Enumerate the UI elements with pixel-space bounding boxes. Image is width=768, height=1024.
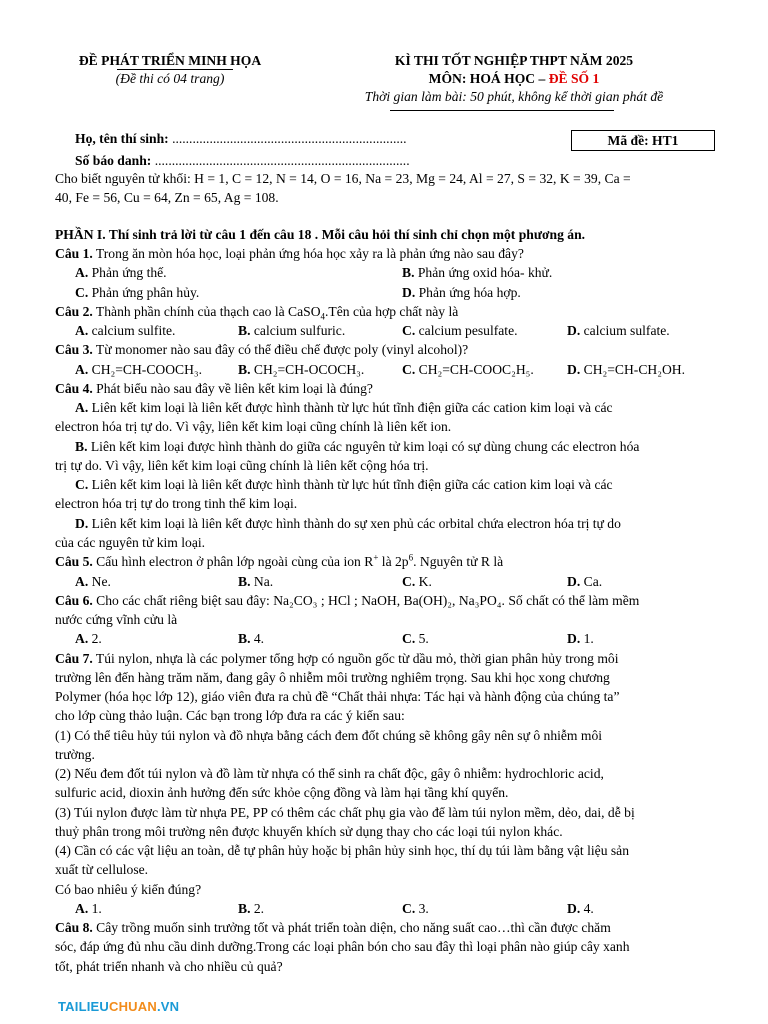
option-text: calcium sulfite. [91, 323, 176, 338]
question-8-line-3: tốt, phát triển nhanh và cho nhiều củ quả? [55, 959, 283, 974]
left-title-underline [117, 69, 233, 70]
option-text: 4. [253, 631, 265, 646]
q6-option-a[interactable] [75, 629, 102, 648]
question-6-cont: nước cứng vĩnh cửu là [55, 612, 178, 627]
question-5 [55, 552, 503, 571]
question-text-mid: là 2p [378, 554, 409, 569]
question-label: Câu 7. [55, 651, 93, 666]
q4-option-d-cont: của các nguyên tử kim loại. [55, 535, 206, 550]
candidate-id-label: Số báo danh: [75, 153, 155, 168]
q7-option-b[interactable] [238, 899, 264, 918]
q2-option-d[interactable] [567, 321, 670, 340]
question-2 [55, 302, 458, 321]
question-text: Túi nylon, nhựa là các polymer tổng hợp có nguồn gốc từ dầu mỏ, thời gian phân hủy trong môi [92, 651, 619, 666]
logo-part-2: CHUAN [109, 999, 157, 1014]
option-text: Phản ứng phân hủy. [91, 285, 200, 300]
question-4 [55, 379, 373, 398]
option-letter: D. [567, 323, 581, 338]
question-text-end: . Nguyên tử R là [413, 554, 504, 569]
option-letter: A. [75, 901, 89, 916]
q4-option-a-cont: electron hóa trị tự do. Vì vậy, liên kết kim loại cũng chính là liên kết ion. [55, 419, 452, 434]
q3-option-d[interactable] [567, 360, 685, 379]
q6-option-b[interactable] [238, 629, 264, 648]
option-letter: A. [75, 574, 89, 589]
subscript: 4 [320, 311, 326, 322]
atomic-mass-line-1: Cho biết nguyên tử khối: H = 1, C = 12, N = 14, O = 16, Na = 23, Mg = 24, Al = 27, S = 32, K = 39, Ca = [55, 171, 631, 186]
option-text: Phản ứng thế. [91, 265, 167, 280]
option-text: Ne. [91, 574, 111, 589]
option-text: calcium sulfuric. [253, 323, 346, 338]
q6-option-d[interactable] [567, 629, 594, 648]
exam-title: KÌ THI TỐT NGHIỆP THPT NĂM 2025 [394, 53, 634, 68]
q4-option-c[interactable] [75, 475, 613, 494]
option-text: Liên kết kim loại là liên kết được hình thành do sự xen phủ các orbital chứa electron hóa trị tự do [91, 516, 621, 531]
question-label: Câu 1. [55, 246, 93, 261]
statement-4-cont: xuất từ cellulose. [55, 862, 149, 877]
question-6 [55, 591, 639, 610]
q2-option-a[interactable] [75, 321, 175, 340]
option-letter: C. [402, 574, 416, 589]
question-8-line-2: sóc, đáp ứng đủ nhu cầu dinh dưỡng.Trong các loại phân bón cho sau đây thì loại phân nào giúp cây xanh [55, 939, 630, 954]
statement-2-cont: sulfuric acid, dioxin ảnh hưởng đến sức khỏe cộng đồng và làm hại tầng khí quyển. [55, 785, 509, 800]
statement-4: (4) Cần có các vật liệu an toàn, dễ tự phân hủy hoặc bị phân hủy sinh học, thí dụ túi làm bằng vật liệu sản [55, 843, 630, 858]
option-letter: B. [238, 323, 251, 338]
question-3 [55, 340, 468, 359]
option-text: 3. [418, 901, 429, 916]
option-letter: B. [238, 901, 251, 916]
option-text: CH₂=CH-CH₂OH. [583, 362, 685, 377]
question-label: Câu 2. [55, 304, 93, 319]
q7-option-a[interactable] [75, 899, 102, 918]
question-text: Từ monomer nào sau đây có thể điều chế được poly (vinyl alcohol)? [92, 342, 469, 357]
option-letter: A. [75, 631, 89, 646]
option-letter: A. [75, 362, 89, 377]
candidate-name-row [75, 129, 407, 148]
part1-heading: PHẦN I. Thí sinh trả lời từ câu 1 đến câu 18 . Mỗi câu hỏi thí sinh chỉ chọn một phương án. [55, 227, 586, 242]
q5-option-b[interactable] [238, 572, 273, 591]
option-text: 2. [253, 901, 265, 916]
option-letter: B. [238, 574, 251, 589]
statement-3-cont: thuỷ phân trong môi trường nên được khuyến khích sử dụng thay cho các loại túi nylon khác. [55, 824, 563, 839]
q7-option-c[interactable] [402, 899, 429, 918]
q1-option-c[interactable] [75, 283, 199, 302]
option-letter: D. [567, 574, 581, 589]
question-7 [55, 649, 618, 668]
question-text: Trong ăn mòn hóa học, loại phản ứng hóa học xảy ra là phản ứng nào sau đây? [92, 246, 524, 261]
option-letter: D. [75, 516, 89, 531]
question-text: Phát biểu nào sau đây về liên kết kim loại là đúng? [92, 381, 373, 396]
option-letter: C. [402, 901, 416, 916]
option-text: 5. [418, 631, 429, 646]
question-7-line-4: cho lớp cùng thảo luận. Các bạn trong lớp đưa ra các ý kiến sau: [55, 708, 405, 723]
statement-3: (3) Túi nylon được làm từ nhựa PE, PP có thêm các chất phụ gia vào để làm túi nylon mềm, dẻo, dai, dễ bị [55, 805, 635, 820]
time-note: Thời gian làm bài: 50 phút, không kể thời gian phát đề [364, 89, 664, 104]
option-text: Na. [253, 574, 274, 589]
atomic-mass-line-2: 40, Fe = 56, Cu = 64, Zn = 65, Ag = 108. [55, 190, 279, 205]
option-text: Liên kết kim loại là liên kết được hình thành từ lực hút tĩnh điện giữa các cation kim loại và các [91, 477, 613, 492]
q2-option-c[interactable] [402, 321, 518, 340]
option-letter: D. [402, 285, 416, 300]
option-letter: C. [75, 285, 89, 300]
subject-prefix: MÔN: HOÁ HỌC – [428, 71, 549, 86]
question-label: Câu 4. [55, 381, 93, 396]
option-text: Liên kết kim loại là liên kết được hình thành từ lực hút tĩnh điện giữa các cation kim loại và các [91, 400, 613, 415]
question-text: Cho các chất riêng biệt sau đây: Na₂CO₃ ; HCl ; NaOH, Ba(OH)₂, Na₃PO₄. Số chất có thể làm mềm [92, 593, 640, 608]
page-count-note: (Đề thi có 04 trang) [115, 71, 225, 86]
superscript: 6 [408, 552, 414, 563]
statement-1: (1) Có thể tiêu hủy túi nylon và đồ nhựa bằng cách đem đốt chúng sẽ không gây nên sự ô nhiễm môi [55, 728, 603, 743]
option-letter: A. [75, 265, 89, 280]
logo-part-3: .VN [156, 999, 180, 1014]
option-text: K. [418, 574, 432, 589]
q5-option-c[interactable] [402, 572, 432, 591]
question-text: Cây trồng muốn sinh trưởng tốt và phát triển toàn diện, cho năng suất cao…thì cần được chăm [92, 920, 611, 935]
candidate-name-dots: ..................................................................... [172, 131, 407, 146]
q6-option-c[interactable] [402, 629, 429, 648]
option-letter: B. [402, 265, 415, 280]
question-1 [55, 244, 524, 263]
question-text-end: .Tên của hợp chất này là [325, 304, 459, 319]
option-text: Phản ứng oxid hóa- khử. [417, 265, 553, 280]
option-letter: A. [75, 400, 89, 415]
exam-number: ĐỀ SỐ 1 [548, 71, 600, 86]
option-text: Liên kết kim loại được hình thành do giữa các nguyên tử kim loại có sự dùng chung các electron hóa [90, 439, 640, 454]
option-text: Ca. [583, 574, 603, 589]
option-letter: C. [402, 323, 416, 338]
exam-code-box: Mã đề: HT1 [571, 130, 715, 151]
statement-2: (2) Nếu đem đốt túi nylon và đồ làm từ nhựa có thể sinh ra chất độc, gây ô nhiễm: hydrochloric acid, [55, 766, 604, 781]
question-label: Câu 8. [55, 920, 93, 935]
option-letter: C. [402, 631, 416, 646]
option-letter: D. [567, 901, 581, 916]
candidate-id-row [75, 151, 410, 170]
q4-option-b-cont: trị tự do. Vì vậy, liên kết kim loại cũng chính là liên kết cộng hóa trị. [55, 458, 429, 473]
option-text: 1. [583, 631, 594, 646]
option-text: CH₂=CH-COOC₂H₅. [418, 362, 534, 377]
question-text: Thành phần chính của thạch cao là CaSO [92, 304, 321, 319]
option-letter: C. [75, 477, 89, 492]
question-8 [55, 918, 611, 937]
q2-option-b[interactable] [238, 321, 345, 340]
q4-option-c-cont: electron hóa trị tự do trong tinh thể kim loại. [55, 496, 298, 511]
candidate-name-label: Họ, tên thí sinh: [75, 131, 173, 146]
q1-option-b[interactable] [402, 263, 552, 282]
option-letter: D. [567, 362, 581, 377]
tailieuchuan-logo[interactable] [58, 999, 179, 1014]
question-label: Câu 5. [55, 554, 93, 569]
option-text: 4. [583, 901, 594, 916]
q3-option-b[interactable] [238, 360, 364, 379]
q3-option-c[interactable] [402, 360, 534, 379]
question-label: Câu 3. [55, 342, 93, 357]
superscript: + [373, 552, 379, 563]
q1-option-a[interactable] [75, 263, 167, 282]
question-label: Câu 6. [55, 593, 93, 608]
option-text: 1. [91, 901, 102, 916]
q4-option-a[interactable] [75, 398, 613, 417]
option-letter: B. [238, 631, 251, 646]
option-text: CH₂=CH-COOCH₃. [91, 362, 203, 377]
option-letter: B. [75, 439, 88, 454]
option-text: calcium sulfate. [583, 323, 670, 338]
question-7-ask: Có bao nhiêu ý kiến đúng? [55, 882, 202, 897]
subject-line [340, 70, 688, 87]
q4-option-b[interactable] [75, 437, 639, 456]
left-title: ĐỀ PHÁT TRIỂN MINH HỌA [78, 53, 262, 68]
option-letter: D. [567, 631, 581, 646]
option-letter: A. [75, 323, 89, 338]
q1-option-d[interactable] [402, 283, 521, 302]
question-7-line-2: trường lên đến hàng trăm năm, đang gây ô nhiễm môi trường nghiêm trọng. Sau khi học xong chương [55, 670, 610, 685]
logo-part-1: TAILIEU [58, 999, 109, 1014]
q3-option-a[interactable] [75, 360, 202, 379]
statement-1-cont: trường. [55, 747, 95, 762]
option-letter: B. [238, 362, 251, 377]
candidate-id-dots: ........................................................................... [154, 153, 410, 168]
q5-option-d[interactable] [567, 572, 602, 591]
q5-option-a[interactable] [75, 572, 111, 591]
q7-option-d[interactable] [567, 899, 594, 918]
option-text: CH₂=CH-OCOCH₃. [253, 362, 365, 377]
question-7-line-3: Polymer (hóa học lớp 12), giáo viên đưa ra chủ đề “Chất thải nhựa: Tác hại và hành động của chúng ta” [55, 689, 620, 704]
option-text: calcium pesulfate. [418, 323, 518, 338]
option-letter: C. [402, 362, 416, 377]
q4-option-d[interactable] [75, 514, 621, 533]
option-text: Phản ứng hóa hợp. [418, 285, 521, 300]
option-text: 2. [91, 631, 102, 646]
header-divider [390, 110, 614, 111]
question-text: Cấu hình electron ở phân lớp ngoài cùng của ion R [92, 554, 374, 569]
